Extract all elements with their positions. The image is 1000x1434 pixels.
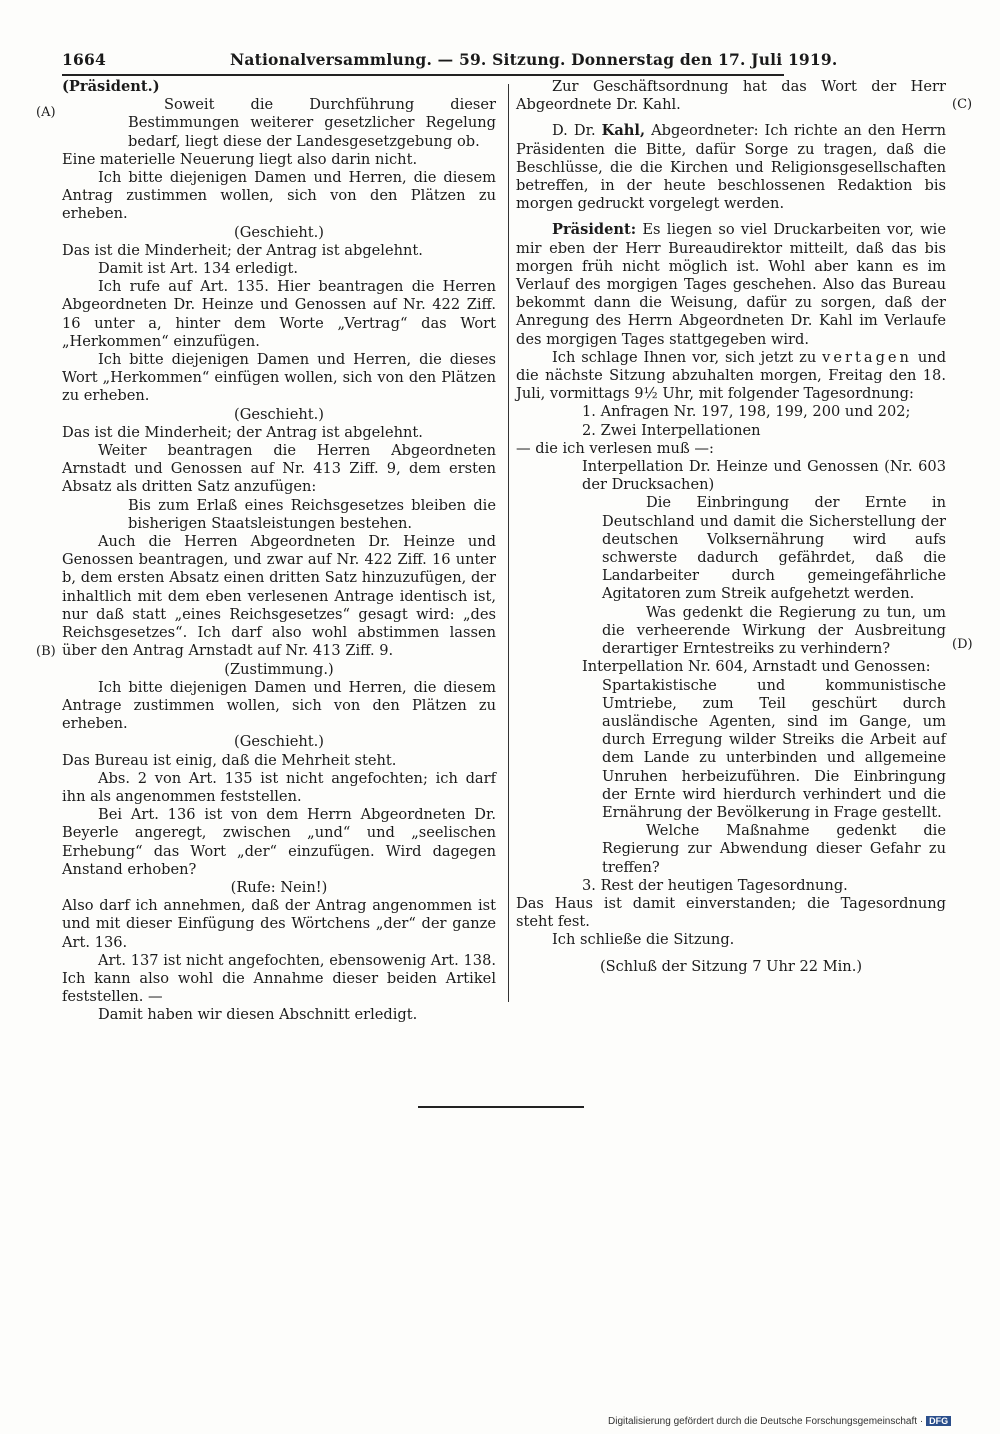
paragraph: Das Bureau ist einig, daß die Mehrheit steht. [62,751,397,769]
paragraph: Weiter beantragen die Herren Abgeordneten Arnstadt und Genossen auf Nr. 413 Ziff. 9, dem ersten Absatz als dritten Satz anzufügen: [62,442,496,496]
paragraph: Ich bitte diejenigen Damen und Herren, die diesem Antrage zustimmen wollen, sich von den Plätzen zu erheben. [62,678,496,733]
paragraph: Auch die Herren Abgeordneten Dr. Heinze und Genossen beantragen, und zwar auf Nr. 422 Ziff. 16 unter b, dem ersten Absatz einen dritten Satz hinzuzufügen, der inhaltlich mit dem eben verlesenen Antrage identisch ist, nur daß statt „eines Reichsgesetzes“ gesagt wird: „des Reichsgesetzes“. Ich darf also wohl abstimmen lassen über den Antrag Arnstadt auf Nr. 413 Ziff. 9. [62,533,496,660]
margin-label-c: (C) [952,97,973,112]
paragraph: Damit ist Art. 134 erledigt. [98,260,298,278]
paragraph: Bei Art. 136 ist von dem Herrn Abgeordneten Dr. Beyerle angeregt, zwischen „und“ und „seelischen Erhebung“ das Wort „der“ einzufügen. Wird dagegen Anstand erhoben? [62,806,496,878]
interpellation-title: Interpellation Nr. 604, Arnstadt und Genossen: [582,658,931,676]
speaker-name: Präsident: [552,221,637,239]
session-end: (Schluß der Sitzung 7 Uhr 22 Min.) [599,957,863,975]
interpellation-text: Die Einbringung der Ernte in Deutschland und damit die Sicherstellung der deutschen Volksernährung wird aufs schwerste dadurch gefährdet, daß die Landarbeiter durch gemeingefährliche Agitatoren zum Streik aufgehetzt werden. [602,494,946,603]
paragraph: Damit haben wir diesen Abschnitt erledigt. [98,1006,418,1024]
paragraph: Ich rufe auf Art. 135. Hier beantragen die Herren Abgeordneten Dr. Heinze und Genossen auf Nr. 422 Ziff. 16 unter a, hinter dem Worte „Vertrag“ das Wort „Herkommen“ einzufügen. [62,278,496,350]
credit-text: Digitalisierung gefördert durch die Deutsche Forschungsgemeinschaft · [608,1416,924,1427]
running-title: Nationalversammlung. — 59. Sitzung. Donnerstag den 17. Juli 1919. [230,50,838,69]
paragraph: Das ist die Minderheit; der Antrag ist abgelehnt. [62,241,423,259]
interpellation-text: Was gedenkt die Regierung zu tun, um die verheerende Wirkung der Ausbreitung derartiger Erntestreiks zu verhindern? [602,603,946,658]
end-rule [418,1106,584,1108]
stage-direction: (Geschieht.) [234,223,324,241]
speech-text: Es liegen so viel Druckarbeiten vor, wie mir eben der Herr Bureaudirektor mitteilt, daß das bis morgen früh nicht möglich ist. Wohl aber kann es im Verlauf des morgigen Tages geschehen. Also das Bureau bekommt dann die Weisung, dafür zu sorgen, daß der Anregung des Herrn Abgeordneten Dr. Kahl im Verlaufe des morgigen Tages stattgegeben wird. [516,221,946,348]
agenda-item: 2. Zwei Interpellationen [582,421,761,439]
president-speech [516,221,946,348]
paragraph: Ich bitte diejenigen Damen und Herren, die dieses Wort „Herkommen“ einfügen wollen, sich von den Plätzen zu erheben. [62,351,496,405]
column-divider [508,84,509,1002]
right-column [516,78,946,976]
emphasized-word: vertagen [822,348,912,366]
left-column [62,78,496,1025]
paragraph: Also darf ich annehmen, daß der Antrag angenommen ist und mit dieser Einfügung des Wörtchens „der“ der ganze Art. 136. [62,897,496,951]
margin-label-b: (B) [36,644,56,659]
stage-direction: (Geschieht.) [234,405,324,423]
paragraph: Zur Geschäftsordnung hat das Wort der Herr Abgeordnete Dr. Kahl. [516,78,946,114]
paragraph [516,349,946,404]
paragraph: Das ist die Minderheit; der Antrag ist abgelehnt. [62,423,423,441]
paragraph: Art. 137 ist nicht angefochten, ebensowenig Art. 138. Ich kann also wohl die Annahme dieser beiden Artikel feststellen. — [62,951,496,1006]
paragraph: Abs. 2 von Art. 135 ist nicht angefochten; ich darf ihn als angenommen feststellen. [62,769,496,805]
speaker-name: Kahl, [601,122,646,140]
paragraph: Ich schließe die Sitzung. [552,931,735,949]
margin-label-d: (D) [952,637,973,652]
speaker-title: D. Dr. [552,122,596,140]
agenda-note: — die ich verlesen muß —: [516,439,714,457]
speech-text: Abgeordneter: Ich richte an den Herrn Präsidenten die Bitte, dafür Sorge zu tragen, daß die Beschlüsse, die die Kirchen und Religionsgesellschaften betreffen, in der heute beschlossenen Redaktion bis morgen gedruckt vorgelegt werden. [516,122,947,213]
page-header [62,50,838,74]
digitization-credit [608,1416,951,1427]
stage-direction: (Zustimmung.) [224,660,334,678]
text-fragment: Ich schlage Ihnen vor, sich jetzt zu [552,348,817,366]
paragraph: Das Haus ist damit einverstanden; die Tagesordnung steht fest. [516,894,946,931]
agenda-item: 1. Anfragen Nr. 197, 198, 199, 200 und 202; [582,403,911,421]
quoted-amendment: Bis zum Erlaß eines Reichsgesetzes bleiben die bisherigen Staatsleistungen bestehen. [128,496,496,532]
paragraph: Eine materielle Neuerung liegt also darin nicht. [62,150,418,168]
agenda-item: 3. Rest der heutigen Tagesordnung. [582,876,848,894]
header-rule [62,74,784,76]
interpellation-text: Spartakistische und kommunistische Umtriebe, zum Teil geschürt durch ausländische Agenten, sind im Gange, um durch Erregung wilder Streiks die Arbeit auf dem Lande zu unterbinden und allgemeine Unruhen herbeizuführen. Die Einbringung der Ernte wird hierdurch verhindert und die Ernährung der Bevölkerung in Frage gestellt. [602,676,946,821]
paragraph: Ich bitte diejenigen Damen und Herren, die diesem Antrag zustimmen wollen, sich von den Plätzen zu erheben. [62,169,496,223]
page-number: 1664 [62,50,106,69]
paragraph: Soweit die Durchführung dieser Bestimmungen weiterer gesetzlicher Regelung bedarf, liegt diese der Landesgesetzgebung ob. [128,96,496,150]
text-fragment: und die nächste Sitzung abzuhalten morgen, Freitag den 18. Juli, vormittags 9½ Uhr, mit folgender Tagesordnung: [516,348,947,403]
margin-label-a: (A) [36,105,56,120]
stage-direction: (Rufe: Nein!) [230,878,328,896]
interpellation-title: Interpellation Dr. Heinze und Genossen (Nr. 603 der Drucksachen) [582,458,946,494]
stage-direction: (Geschieht.) [234,733,324,751]
speaker-continuation: (Präsident.) [62,78,160,95]
dfg-logo: DFG [926,1416,951,1426]
interpellation-text: Welche Maßnahme gedenkt die Regierung zur Abwendung dieser Gefahr zu treffen? [602,822,946,876]
kahl-speech [516,122,946,213]
